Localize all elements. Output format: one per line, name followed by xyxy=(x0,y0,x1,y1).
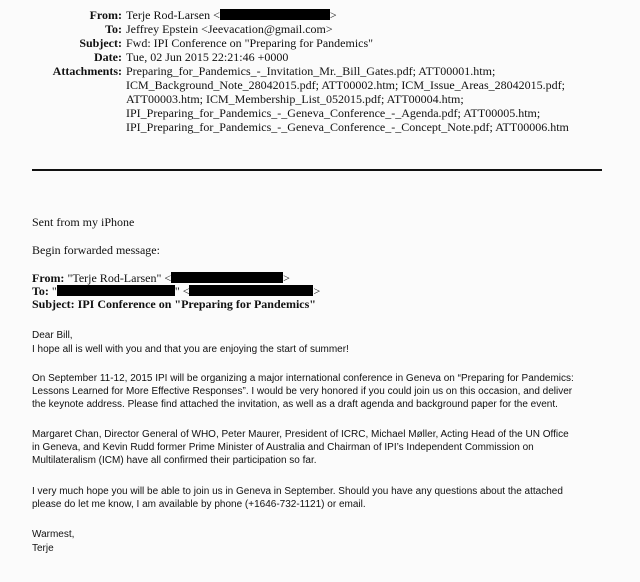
redaction-box xyxy=(189,285,313,296)
paragraph-line: please do let me know, I am available by phone (+1646-732-1121) or email. xyxy=(32,499,366,510)
attachment-line[interactable]: IPI_Preparing_for_Pandemics_-_Geneva_Conference_-_Concept_Note.pdf; ATT00006.htm xyxy=(126,120,569,134)
fwd-from-value: "Terje Rod-Larsen" < xyxy=(67,271,172,285)
fwd-to-label: To: xyxy=(32,284,49,298)
paragraph-conference xyxy=(32,372,612,411)
fwd-to-mid: " < xyxy=(174,284,190,298)
paragraph-line: I very much hope you will be able to join us in Geneva in September. Should you have any questions about the attached xyxy=(32,486,563,497)
from-value xyxy=(126,8,640,22)
email-header xyxy=(0,8,640,134)
fwd-subject-row xyxy=(32,298,320,311)
fwd-from-label: From: xyxy=(32,271,65,285)
paragraph-line: Margaret Chan, Director General of WHO, Peter Maurer, President of ICRC, Michael Møller, Acting Head of the UN Office xyxy=(32,429,569,440)
signature: Terje xyxy=(32,543,54,554)
subject-row xyxy=(0,36,640,50)
subject-label: Subject: xyxy=(79,36,122,50)
to-label: To: xyxy=(105,22,122,36)
date-value: Tue, 02 Jun 2015 22:21:46 +0000 xyxy=(126,50,289,64)
paragraph-line: in Geneva, and Kevin Rudd former Prime Minister of Australia and Chairman of IPI’s Independent Commission on xyxy=(32,442,534,453)
to-value: Jeffrey Epstein <Jeevacation@gmail.com> xyxy=(126,22,333,36)
attachments-row xyxy=(0,64,640,134)
begin-forwarded-line: Begin forwarded message: xyxy=(32,243,160,257)
redaction-box xyxy=(57,285,175,296)
fwd-subject: Subject: IPI Conference on "Preparing for Pandemics" xyxy=(32,297,316,311)
to-row xyxy=(0,22,640,36)
date-row xyxy=(0,50,640,64)
paragraph-closing xyxy=(32,485,612,511)
from-name: Terje Rod-Larsen < xyxy=(126,8,220,22)
attachment-line[interactable]: ATT00003.htm; ICM_Membership_List_052015.pdf; ATT00004.htm; xyxy=(126,92,464,106)
closing: Warmest, xyxy=(32,529,75,540)
attachment-line[interactable]: IPI_Preparing_for_Pandemics_-_Geneva_Conference_-_Agenda.pdf; ATT00005.htm; xyxy=(126,106,541,120)
redaction-box xyxy=(171,272,283,283)
greeting: Dear Bill, xyxy=(32,330,73,341)
opening-line: I hope all is well with you and that you are enjoying the start of summer! xyxy=(32,344,349,355)
paragraph-line: On September 11-12, 2015 IPI will be organizing a major international conference in Geneva on “Preparing for Pandemics: xyxy=(32,373,574,384)
forwarded-header xyxy=(32,272,320,311)
paragraph-line: Multilateralism (ICM) have all confirmed their participation so far. xyxy=(32,455,317,466)
paragraph-participants xyxy=(32,428,612,467)
fwd-to-end: > xyxy=(313,284,321,298)
subject-value: Fwd: IPI Conference on "Preparing for Pandemics" xyxy=(126,36,374,50)
header-divider xyxy=(32,169,602,171)
sent-from-line: Sent from my iPhone xyxy=(32,215,135,229)
date-label: Date: xyxy=(94,50,122,64)
attachments-label: Attachments: xyxy=(52,64,122,78)
paragraph-line: the keynote address. Please find attached the invitation, as well as a draft agenda and background paper for the event. xyxy=(32,399,558,410)
attachments-list xyxy=(126,64,640,134)
attachment-line[interactable]: ICM_Background_Note_28042015.pdf; ATT00002.htm; ICM_Issue_Areas_28042015.pdf; xyxy=(126,78,565,92)
attachment-line[interactable]: Preparing_for_Pandemics_-_Invitation_Mr._Bill_Gates.pdf; ATT00001.htm; xyxy=(126,64,496,78)
fwd-from-end: > xyxy=(283,271,290,285)
from-row xyxy=(0,8,640,22)
from-end: > xyxy=(329,8,337,22)
redaction-box xyxy=(220,9,330,20)
paragraph-line: Lessons Learned for More Effective Responses”. I would be very honored if you could join us on this occasion, and deliver xyxy=(32,386,573,397)
fwd-to-open: " xyxy=(51,284,57,298)
from-label: From: xyxy=(89,8,122,22)
